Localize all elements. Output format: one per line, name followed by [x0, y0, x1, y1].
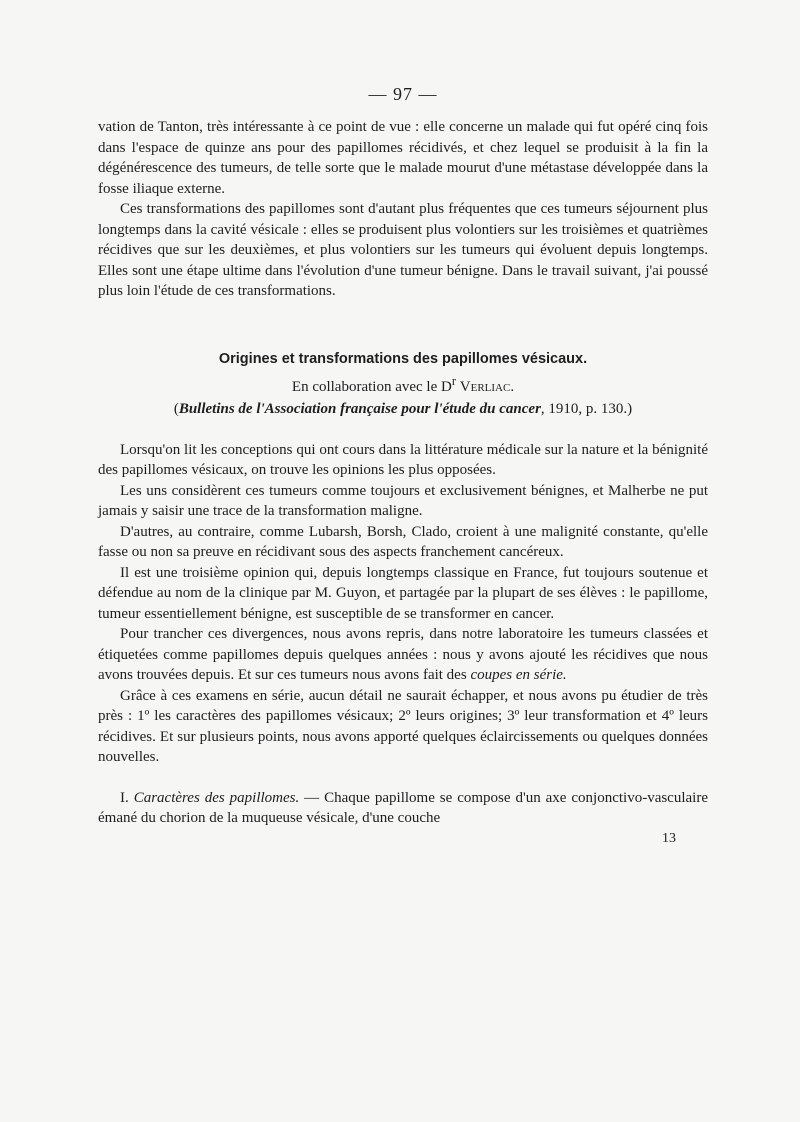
collaboration-sup: r — [451, 373, 457, 388]
characters-text: — Chaque papillome se compose d'un axe conjonctivo-vasculaire émané du chorion de la muqueuse vésicale, d'une couche — [98, 789, 708, 826]
collaboration-line — [98, 370, 708, 398]
citation-open: ( — [173, 400, 179, 417]
characters-heading: Caractères des papillomes. — [133, 789, 300, 806]
collaboration-prefix: En collaboration avec le D — [291, 378, 452, 395]
paragraph-exams: Grâce à ces examens en série, aucun détail ne saurait échapper, et nous avons pu étudier de très près : 1º les caractères des papillomes vésicaux; 2º leurs origines; 3º leur transformation et 4º leurs récidives. Et sur plusieurs points, nous avons apporté quelques éclaircissements ou quelques données nouvelles. — [98, 687, 708, 765]
paragraph-transformations: Ces transformations des papillomes sont d'autant plus fréquentes que ces tumeurs séjournent plus longtemps dans la cavité vésicale : elles se produisent plus volontiers sur les troisièmes et quatrièmes récidives que sur les deuxièmes, et plus volontiers sur les tumeurs qui évoluent depuis longtemps. Elles sont une étape ultime dans l'évolution d'une tumeur bénigne. Dans le travail suivant, j'ai poussé plus loin l'étude de ces transformations. — [98, 201, 708, 299]
page-number: — 97 — — [368, 84, 438, 104]
paragraph-malign: D'autres, au contraire, comme Lubarsh, Borsh, Clado, croient à une malignité constante, qu'elle fasse ou non sa preuve en récidivant sous des aspects franchement cancéreux. — [98, 523, 708, 560]
section-title: Origines et transformations des papillomes vésicaux. — [218, 350, 588, 367]
paragraph-benign: Les uns considèrent ces tumeurs comme toujours et exclusivement bénignes, et Malherbe ne put jamais y saisir une trace de la transformation maligne. — [98, 482, 708, 519]
series-main: Pour trancher ces divergences, nous avons repris, dans notre laboratoire les tumeurs classées et étiquetées comme papillomes depuis quelques années : nous y avons ajouté les récidives que nous avons trouvées depuis. Et sur ces tumeurs nous avons fait des — [98, 626, 708, 683]
collaborator-name: Verliac. — [459, 378, 515, 395]
series-emphasis: coupes en série. — [470, 667, 567, 683]
citation-source: Bulletins de l'Association française pour l'étude du cancer — [178, 400, 541, 417]
paragraph-tanton: vation de Tanton, très intéressante à ce point de vue : elle concerne un malade qui fut opéré cinq fois dans l'espace de quinze ans pour des papillomes récidivés, et chez lequel se produisit à la fin la dégénérescence des tumeurs, de telle sorte que le malade mourut d'une métastase développée dans la fosse iliaque externe. — [98, 119, 708, 197]
characters-lead: I. — [120, 789, 134, 806]
signature-mark: 13 — [662, 830, 676, 846]
citation-line — [98, 398, 708, 420]
paragraph-conceptions: Lorsqu'on lit les conceptions qui ont cours dans la littérature médicale sur la nature et la bénignité des papillomes vésicaux, on trouve les opinions les plus opposées. — [98, 441, 708, 478]
paragraph-third-opinion: Il est une troisième opinion qui, depuis longtemps classique en France, fut toujours soutenue et défendue au nom de la clinique par M. Guyon, et partagée par la plupart de ses élèves : le papillome, tumeur essentiellement bénigne, est susceptible de se transformer en cancer. — [98, 564, 708, 622]
paragraph-series — [98, 624, 708, 686]
citation-rest: , 1910, p. 130.) — [540, 400, 633, 417]
document-page — [98, 84, 708, 847]
paragraph-characters — [98, 788, 708, 829]
